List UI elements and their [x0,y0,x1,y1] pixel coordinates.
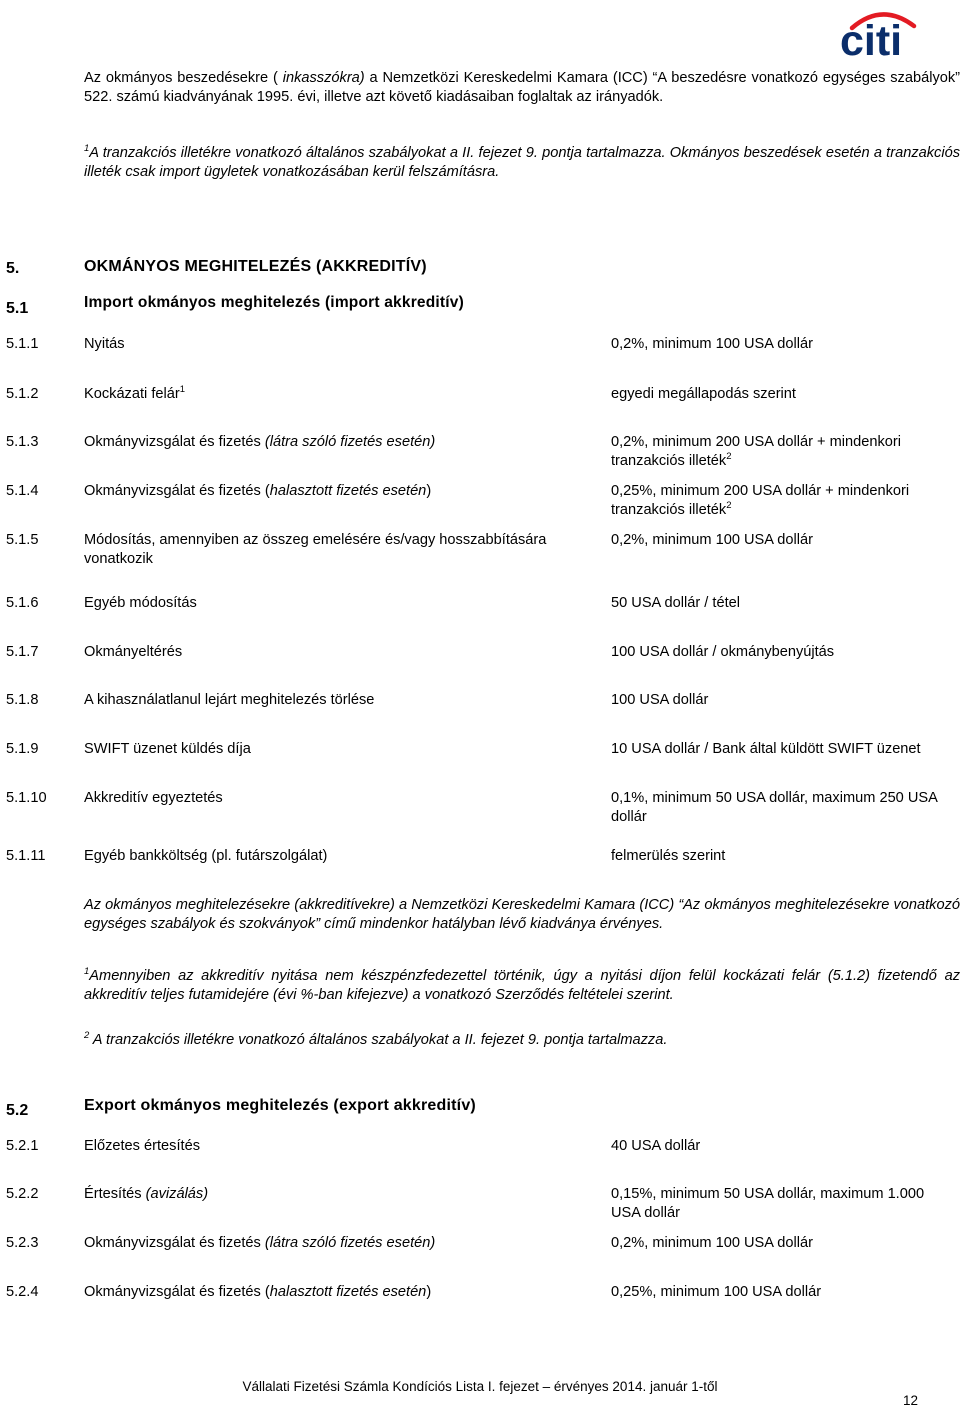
row-number: 5.1.11 [6,848,46,864]
footnote-mark: 1 [179,384,186,395]
footnote-mark: 2 [726,500,732,511]
row-description-italic: (avizálás) [145,1186,209,1202]
footnote-1: $^1$Amennyiben az akkreditív nyitása nem készpénzfedezettel történik, úgy a nyitási díjon felül kockázati felár (5.1.2) fizetendő az akkreditív teljes futamidejére (évi %-ban kifejezve) a vonatkozó Szerződés feltételei szerint. [84,966,960,1003]
citi-logo [838,6,920,58]
row-number: 5.1.2 [6,386,39,402]
row-description: Értesítés (avizálás) [84,1186,209,1202]
row-description: Egyéb bankköltség (pl. futárszolgálat) [84,848,328,864]
row-number: 5.2.3 [6,1235,39,1251]
row-value: 40 USA dollár [611,1138,701,1154]
svg-text:citi: citi [840,17,903,58]
row-number: 5.1.8 [6,692,39,708]
row-description: SWIFT üzenet küldés díja [84,741,251,757]
row-description: Okmányvizsgálat és fizetés (halasztott fizetés esetén) [84,1284,432,1300]
row-value: 0,25%, minimum 100 USA dollár [611,1284,822,1300]
section-5-1-heading [0,293,960,317]
row-number: 5.1.3 [6,434,39,450]
row-value: 0,2%, minimum 200 USA dollár + mindenkori tranzakciós illeték$^2$ [611,434,901,469]
row-value: 0,2%, minimum 100 USA dollár [611,532,813,548]
row-value: 0,1%, minimum 50 USA dollár, maximum 250 USA dollár [611,790,938,825]
row-description: Egyéb módosítás [84,595,197,611]
row-number: 5.1.10 [6,790,47,806]
row-number: 5.1.7 [6,644,39,660]
footnote-mark: 2 [726,451,732,462]
section-5-heading [0,257,960,281]
row-value: 100 USA dollár / okmánybenyújtás [611,644,835,660]
section-title: OKMÁNYOS MEGHITELEZÉS (AKKREDITÍV) [84,258,427,275]
top-footnote: $^1$A tranzakciós illetékre vonatkozó általános szabályokat a II. fejezet 9. pontja tartalmazza. Okmányos beszedések esetén a tranzakciós illeték csak import ügyletek vonatkozásában kerül felszámításra. [84,143,960,180]
row-number: 5.1.6 [6,595,39,611]
row-description-italic: halasztott fizetés esetén [269,1284,427,1300]
row-value: 10 USA dollár / Bank által küldött SWIFT üzenet [611,741,921,757]
row-number: 5.2.1 [6,1138,39,1154]
row-value: 0,15%, minimum 50 USA dollár, maximum 1.000 USA dollár [611,1186,925,1221]
row-description-italic: halasztott fizetés esetén [269,483,427,499]
row-description: Nyitás [84,336,125,352]
row-description: Kockázati felár$^1$ [84,384,186,402]
page-footer: Vállalati Fizetési Számla Kondíciós Lista I. fejezet – érvényes 2014. január 1-től [242,1379,718,1394]
row-number: 5.2.4 [6,1284,39,1300]
row-description: Előzetes értesítés [84,1138,200,1154]
row-number: 5.2.2 [6,1186,39,1202]
section-number: 5.2 [6,1102,29,1119]
footnote-2: $^2$ A tranzakciós illetékre vonatkozó általános szabályokat a II. fejezet 9. pontja tartalmazza. [84,1030,668,1048]
row-description: Okmányeltérés [84,644,183,660]
intro-paragraph: Az okmányos beszedésekre ( inkasszókra) a Nemzetközi Kereskedelmi Kamara (ICC) “A beszedésre vonatkozó egységes szabályok” 522. számú kiadványának 1995. évi, illetve azt követő kiadásaiban foglaltak az irányadók. [84,70,960,105]
icc-note: Az okmányos meghitelezésekre (akkreditívekre) a Nemzetközi Kereskedelmi Kamara (ICC) “Az okmányos meghitelezésekre vonatkozó egységes szabályok és szokványok” című mindenkor hatályban lévő kiadványa érvényes. [84,897,960,932]
section-5-2-heading [0,1096,960,1120]
section-title: Export okmányos meghitelezés (export akkreditív) [84,1097,476,1114]
page-number: 12 [903,1393,919,1408]
row-description: Okmányvizsgálat és fizetés (halasztott fizetés esetén) [84,483,432,499]
row-description-italic: (látra szóló fizetés esetén) [264,434,436,450]
row-value: egyedi megállapodás szerint [611,386,796,402]
section-number: 5.1 [6,300,29,317]
section-title: Import okmányos meghitelezés (import akkreditív) [84,294,464,311]
row-description: Módosítás, amennyiben az összeg emelésére és/vagy hosszabbítására vonatkozik [84,532,547,567]
row-description: Okmányvizsgálat és fizetés (látra szóló fizetés esetén) [84,1235,436,1251]
row-number: 5.1.5 [6,532,39,548]
row-value: 0,2%, minimum 100 USA dollár [611,1235,813,1251]
row-value: 100 USA dollár [611,692,709,708]
row-value: felmerülés szerint [611,848,726,864]
row-number: 5.1.4 [6,483,39,499]
row-value: 0,25%, minimum 200 USA dollár + mindenkori tranzakciós illeték$^2$ [611,483,910,518]
row-description-italic: (látra szóló fizetés esetén) [264,1235,436,1251]
row-value: 0,2%, minimum 100 USA dollár [611,336,813,352]
row-description: A kihasználatlanul lejárt meghitelezés törlése [84,692,375,708]
row-description: Akkreditív egyeztetés [84,790,223,806]
row-number: 5.1.1 [6,336,39,352]
row-description: Okmányvizsgálat és fizetés (látra szóló fizetés esetén) [84,434,436,450]
row-value: 50 USA dollár / tétel [611,595,740,611]
section-number: 5. [6,260,20,277]
row-number: 5.1.9 [6,741,39,757]
